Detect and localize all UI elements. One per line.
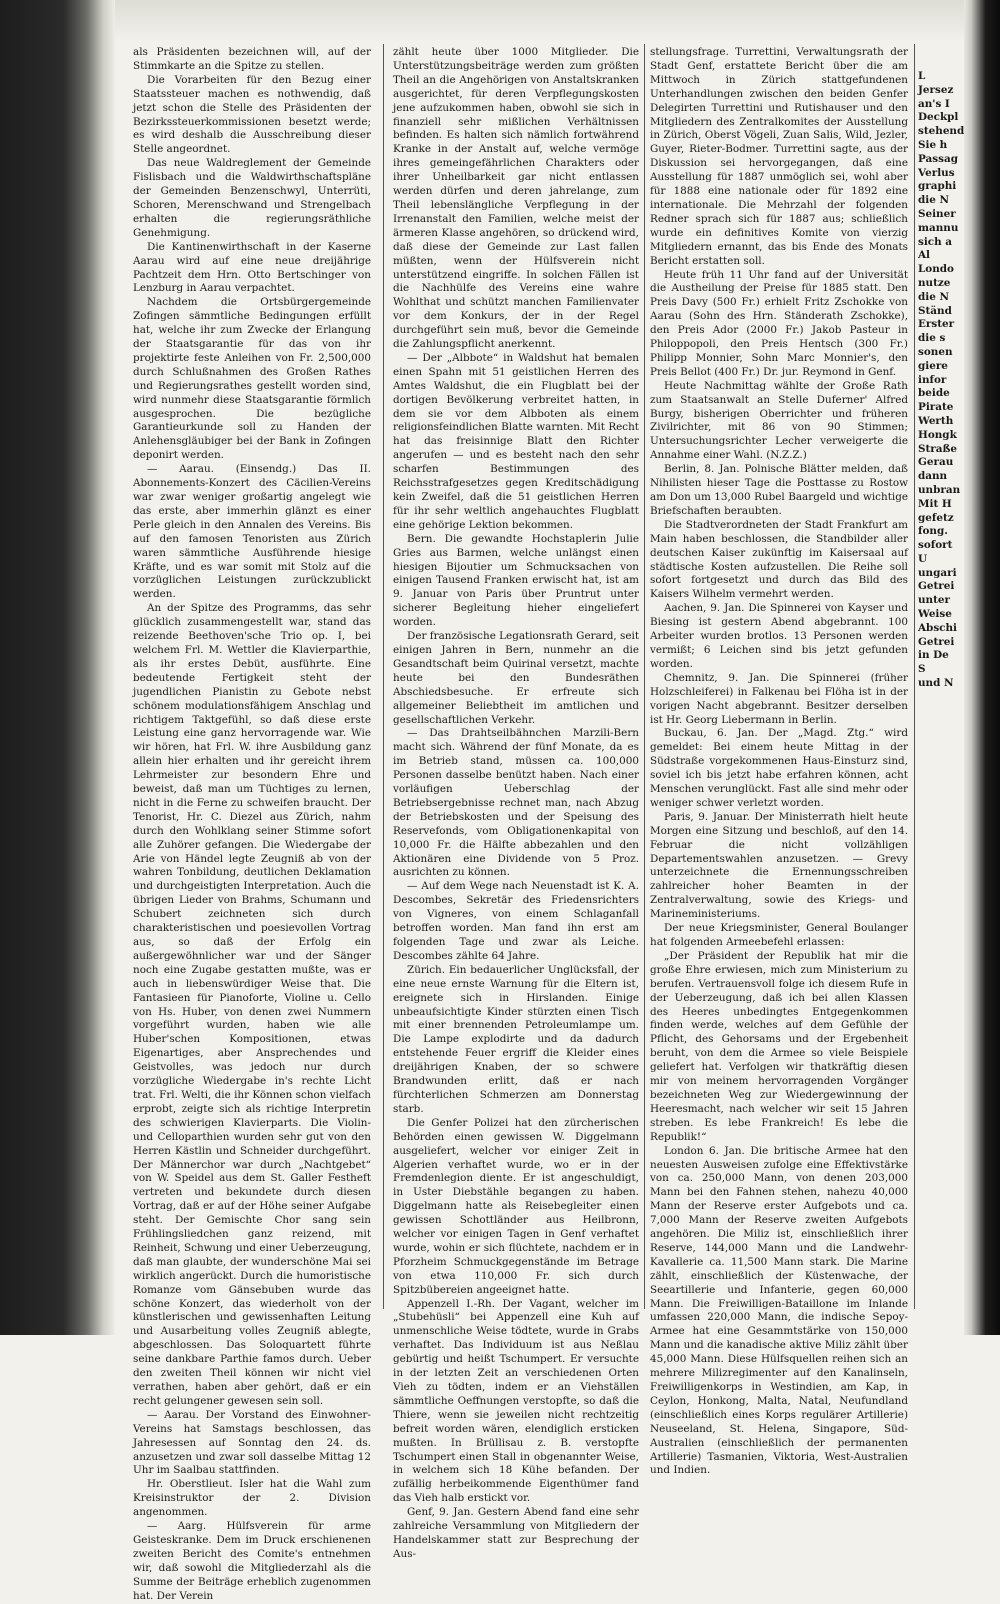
column-rule — [914, 44, 915, 1309]
article-paragraph: Die Stadtverordneten der Stadt Frankfurt am Main haben beschlossen, die Standbilder aller deutschen Kaiser zukünftig im Kaisersaal auf städtische Kosten aufzustellen. Die Reihe soll sofort fortgesetzt und durch das Bild des Kaisers Wilhelm vermehrt werden. — [650, 518, 908, 601]
fragment-line: die N — [918, 290, 949, 303]
fragment-line: infor — [918, 373, 947, 386]
fragment-line: Getrei — [918, 635, 955, 648]
fragment-line: mannu — [918, 221, 959, 234]
fragment-line: nutze — [918, 276, 951, 289]
fragment-line: Seiner — [918, 207, 956, 220]
fragment-line: sich a — [918, 235, 953, 248]
article-paragraph: — Aarau. Der Vorstand des Einwohner-Vereins hat Samstags beschlossen, das Jahresessen auf Sonntag den 24. ds. anzusetzen und zwar soll dasselbe Mittag 12 Uhr im Saalbau stattfinden. — [133, 1408, 371, 1477]
fragment-line: U — [918, 552, 928, 565]
fragment-line: unter — [918, 594, 950, 607]
article-paragraph: Die Genfer Polizei hat den zürcherischen Behörden einen gewissen W. Diggelmann ausgeliefert, welcher vor einiger Zeit in Algerien verhaftet wurde, wo er in der Fremdenlegion diente. Er ist angeschuldigt, in Uster Diebstähle begangen zu haben. Diggelmann hatte als Reisebegleiter einen gewissen Schottländer aus Heilbronn, welcher vor einigen Tagen in Genf verhaftet wurde, wohin er sich flüchtete, nachdem er in Pforzheim Schmuckgegenstände im Betrage von etwa 110,000 Fr. sich durch Spitzbübereien angeeignet hatte. — [393, 1116, 639, 1296]
article-paragraph: — Aarg. Hülfsverein für arme Geisteskranke. Dem im Druck erschienenen zweiten Bericht des Comite's entnehmen wir, daß sowohl die Mitgliederzahl als die Summe der Beiträge erheblich zugenommen hat. Der Verein — [133, 1520, 371, 1602]
article-paragraph: Heute Nachmittag wählte der Große Rath zum Staatsanwalt an Stelle Duferner' Alfred Burgy, bisherigen Oberrichter und früheren Zivilrichter, mit 86 von 90 Stimmen; Untersuchungsrichter Lecher verweigerte die Annahme einer Wahl. (N.Z.Z.) — [650, 379, 908, 462]
article-paragraph: Das neue Waldreglement der Gemeinde Fislisbach und die Waldwirthschaftspläne der Gemeinden Benzenschwyl, Unterrüti, Schoren, Merenschwand und Strengelbach erhalten die regierungsräthliche Genehmigung. — [133, 157, 371, 239]
fragment-line: Gerau — [918, 456, 954, 469]
fragment-line: beide — [918, 387, 950, 400]
fragment-line: Straße — [918, 442, 958, 455]
fragment-line: an's I — [918, 97, 950, 110]
article-paragraph: Genf, 9. Jan. Gestern Abend fand eine sehr zahlreiche Versammlung von Mitgliedern der Handelskammer statt zur Besprechung der Aus- — [393, 1506, 639, 1560]
newspaper-column-1 — [133, 46, 371, 1602]
article-paragraph: Aachen, 9. Jan. Die Spinnerei von Kayser und Biesing ist gestern Abend abgebrannt. 100 Arbeiter wurden brotlos. 13 Personen werden vermißt; 6 Leichen sind bis jetzt gefunden worden. — [650, 602, 908, 670]
article-paragraph: Paris, 9. Januar. Der Ministerrath hielt heute Morgen eine Sitzung und beschloß, auf den 14. Februar die nicht vollzähligen Departementswahlen anzusetzen. — Grevy unterzeichnete die Ernennungsschreiben zahlreicher hoher Beamten in der Zentralverwaltung, sowie des Kriegs- und Marineministeriums. — [650, 810, 908, 921]
article-paragraph: Chemnitz, 9. Jan. Die Spinnerei (früher Holzschleiferei) in Falkenau bei Flöha ist in der vorigen Nacht abgebrannt. Besitzer derselben ist Hr. Georg Liebermann in Berlin. — [650, 671, 908, 726]
fragment-line: die N — [918, 194, 949, 207]
article-paragraph: Hr. Oberstlieut. Isler hat die Wahl zum Kreisinstruktor der 2. Division angenommen. — [133, 1478, 371, 1519]
column-rule — [383, 44, 384, 1309]
fragment-line: unbran — [918, 483, 961, 496]
fragment-line: Erster — [918, 318, 955, 331]
fragment-line: dann — [918, 470, 948, 483]
article-paragraph: London 6. Jan. Die britische Armee hat den neuesten Ausweisen zufolge eine Effektivstärke von ca. 250,000 Mann, von denen 203,000 Mann bei den Fahnen stehen, nahezu 40,000 Mann der Reserve erster Aufgebots und ca. 7,000 Mann der Reserve zweiten Aufgebots angehören. Die Miliz ist, einschließlich ihrer Reserve, 144,000 Mann und die Landwehr-Kavallerie ca. 11,500 Mann stark. Die Marine zählt, einschließlich der Küstenwache, der Seeartillerie und Infanterie, gegen 60,000 Mann. Die Freiwilligen-Bataillone im Inlande umfassen 220,000 Mann, die indische Sepoy-Armee hat eine Gesammtstärke von 150,000 Mann und die kanadische aktive Miliz zählt über 45,000 Mann. Diese Hülfsquellen reihen sich an mehrere Milizregimenter auf den Kanalinseln, Freiwilligenkorps in Westindien, am Kap, in Ceylon, Honkong, Malta, Natal, Neufundland (einschließlich eines Korps regulärer Artillerie) Neuseeland, St. Helena, Singapore, Süd-Australien (einschließlich der permanenten Artillerie) Tasmanien, Viktoria, West-Australien und Indien. — [650, 1144, 908, 1477]
article-paragraph: Zürich. Ein bedauerlicher Unglücksfall, der eine neue ernste Warnung für die Eltern ist, ereignete sich in Hirslanden. Einige unbeaufsichtigte Kinder stürzten einen Tisch mit einer brennenden Petroleumlampe um. Die Lampe explodirte und da dadurch entstehende Feuer ergriff die Kleider eines dreijährigen Knaben, der so schwere Brandwunden erlitt, daß er nach fürchterlichen Schmerzen am Donnerstag starb. — [393, 963, 639, 1115]
fragment-line: S — [918, 663, 926, 676]
article-paragraph: — Auf dem Wege nach Neuenstadt ist K. A. Descombes, Sekretär des Friedensrichters von Vigneres, von einem Schlaganfall betroffen worden. Man fand ihn erst am folgenden Tage und zwar als Leiche. Descombes zählte 64 Jahre. — [393, 880, 639, 962]
article-paragraph: An der Spitze des Programms, das sehr glücklich zusammengestellt war, stand das reizende Beethoven'sche Trio op. I, bei welchem Frl. M. Wettler die Klavierparthie, als ihr erstes Debüt, ausführte. Eine bedeutende Fertigkeit steht der jugendlichen Pianistin zu Gebote nebst schönem modulationsfähigem Anschlag und richtigem Taktgefühl, so daß diese erste Leistung eine ganz hervorragende war. Wie wir hören, hat Frl. W. ihre Ausbildung ganz allein hier erhalten und ihr gereicht ihrem Lehrmeister zur besondern Ehre und beweist, daß man um Tüchtiges zu lernen, nicht in die Ferne zu schweifen braucht. Der Tenorist, Hr. C. Diezel aus Zürich, nahm durch den Wohlklang seiner Stimme sofort alle Zuhörer gefangen. Die Wiedergabe der Arie von Händel legte Zeugniß ab von der wahren Tonbildung, deutlichen Deklamation und durchgeistigten Interpretation. Auch die übrigen Lieder von Brahms, Schumann und Schubert zeichneten sich durch charakteristischen und poesievollen Vortrag aus, so daß der Erfolg ein außergewöhnlicher war und der Sänger noch eine Zugabe gestatten mußte, was er auch in liebenswürdiger Weise that. Die Fantasieen für Pianoforte, Violine u. Cello von Hs. Huber, von denen zwei Nummern vorgeführt wurden, haben wie alle Huber'schen Kompositionen, etwas Eigenartiges, aber Ansprechendes und Geistvolles, was jedoch nur durch vorzügliche Wiedergabe in's rechte Licht trat. Frl. Welti, die ihr Können schon vielfach erprobt, zeigte sich als richtige Interpretin des schwierigen Klavierparts. Die Violin- und Celloparthien wurden sehr gut von den Herren Kästlin und Schneider durchgeführt. Der Männerchor war durch „Nachtgebet“ von W. Speidel aus dem St. Galler Festheft vertreten und bekundete durch diesen Vortrag, daß er auf der Höhe seiner Aufgabe steht. Der Gemischte Chor sang sein Frühlingsliedchen ganz reizend, mit Reinheit, Schwung und einer Ueberzeugung, daß man glaubte, der wunderschöne Mai sei wirklich angerückt. Durch die humoristische Romanze vom Gänsebuben wurde das schöne Konzert, das wiederholt von der künstlerischen und gewissenhaften Leitung und Ausarbeitung volles Zeugniß ablegte, abgeschlossen. Das Soloquartett führte seine dankbare Parthie famos durch. Ueber den zweiten Theil können wir nicht viel verrathen, haben aber gehört, daß er ein recht gelungener gewesen sein soll. — [133, 602, 371, 1407]
fragment-line: Ständ — [918, 304, 952, 317]
article-paragraph: Nachdem die Ortsbürgergemeinde Zofingen sämmtliche Bedingungen erfüllt hat, welche ihr zum Zwecke der Erlangung der Staatsgarantie für das von ihr projektirte feste Anleihen von Fr. 2,500,000 durch Schlußnahmen des Großen Rathes und Regierungsrathes gestellt worden sind, wird nunmehr diese Staatsgarantie förmlich ausgesprochen. Die bezügliche Garantieurkunde soll zu Handen der Anlehensgläubiger bei der Bank in Zofingen deponirt werden. — [133, 296, 371, 462]
fragment-line: Londo — [918, 263, 954, 276]
newspaper-column-3 — [650, 46, 908, 1477]
adjacent-column-fragment — [918, 70, 964, 1335]
fragment-line: sofort — [918, 539, 953, 552]
article-paragraph: zählt heute über 1000 Mitglieder. Die Unterstützungsbeiträge werden zum größten Theil an die Angehörigen von Anstaltskranken ausgerichtet, für deren Verpflegungskosten jene aufzukommen haben, obwohl sie sich in finanziell sehr mißlichen Verhältnissen befinden. Es halten sich nämlich fortwährend Kranke in der Anstalt auf, welche vermöge ihres gemeingefährlichen Charakters oder ihrer Unheilbarkeit gar nicht entlassen werden dürfen und deren jahrelange, zum Theil lebenslängliche Verpflegung in der Irrenanstalt den Familien, welche meist der ärmeren Klasse angehören, so drückend wird, daß diese der Gemeinde zur Last fallen müßten, wenn der Hülfsverein nicht unterstützend eingriffe. In solchen Fällen ist die Nachhülfe des Vereins eine wahre Wohlthat und schützt manchen Familienvater vor dem Konkurs, der in der Regel durchgeführt sein muß, bevor die Gemeinde die Zahlungspflicht anerkennt. — [393, 46, 639, 351]
top-page-shade — [115, 0, 964, 42]
fragment-line: gefetz — [918, 511, 954, 524]
article-paragraph: Die Kantinenwirthschaft in der Kaserne Aarau wird auf eine neue dreijährige Pachtzeit dem Hrn. Otto Bertschinger von Lenzburg in Aarau verpachtet. — [133, 240, 371, 295]
article-paragraph: — Das Drahtseilbähnchen Marzili-Bern macht sich. Während der fünf Monate, da es im Betrieb stand, müssen ca. 100,000 Personen dasselbe benützt haben. Nach einer vorläufigen Ueberschlag der Betriebsergebnisse rechnet man, nach Abzug der Betriebskosten und der Speisung des Reservefonds, vom Obligationenkapital von 10,000 Fr. die Hälfte abbezahlen und den Aktionären eine Dividende von 5 Proz. ausrichten zu können. — [393, 727, 639, 879]
fragment-line: graphi — [918, 180, 957, 193]
article-paragraph: Berlin, 8. Jan. Polnische Blätter melden, daß Nihilisten hieser Tage die Posttasse zu Rostow am Don um 13,000 Rubel Baargeld und wichtige Briefschaften beraubten. — [650, 463, 908, 517]
fragment-line: Getrei — [918, 580, 955, 593]
article-paragraph: — Der „Albbote“ in Waldshut hat bemalen einen Spahn mit 51 geistlichen Herren des Amtes Waldshut, die ein Flugblatt bei der dortigen Bevölkerung verbreitet hatten, in dem sie vor dem Albboten als einem religionsfeindlichen Blatte warnten. Mit Recht hat das freisinnige Blatt den Richter angerufen — und es besteht nach den sehr scharfen Bestimmungen des Reichsstrafgesetzes gegen Kreditschädigung kein Zweifel, daß die 51 geistlichen Herren für ihr sehr weltlich angehauchtes Flugblatt eine gehörige Lektion bekommen. — [393, 351, 639, 531]
fragment-line: Abschi — [918, 621, 958, 634]
fragment-line: Verlus — [918, 166, 955, 179]
fragment-line: Hongk — [918, 428, 957, 441]
fragment-line: Jersez — [918, 83, 954, 96]
fragment-line: Mit H — [918, 497, 952, 510]
article-paragraph: Der französische Legationsrath Gerard, seit einigen Jahren in Bern, nunmehr an die Gesandtschaft beim Quirinal versetzt, machte heute bei den Bundesräthen Abschiedsbesuche. Er erfreute sich allgemeiner Beliebtheit im amtlichen und gesellschaftlichen Verkehr. — [393, 630, 639, 726]
fragment-line: Deckpl — [918, 111, 959, 124]
fragment-line: und N — [918, 677, 954, 690]
article-paragraph: stellungsfrage. Turrettini, Verwaltungsrath der Stadt Genf, erstattete Bericht über die am Mittwoch in Zürich stattgefundenen Unterhandlungen zwischen den beiden Genfer Delegirten Turrettini und Rutishauser und den Mitgliedern des Zentralkomites der Ausstellung in Zürich, Oberst Vögeli, Zuan Salis, Wild, Jezler, Guyer, Rieter-Bodmer. Turrettini sagte, aus der Diskussion sei hervorgegangen, daß eine Ausstellung für 1887 unmöglich sei, wohl aber für 1888 eine nationale oder für 1892 eine internationale. Die Mehrzahl der folgenden Redner sprach sich für 1887 aus; schließlich wurde ein definitives Komite von vierzig Mitgliedern ernannt, das bis Ende des Monats Bericht erstatten soll. — [650, 46, 908, 267]
fragment-line: in De — [918, 649, 949, 662]
fragment-line: ungari — [918, 566, 957, 579]
fragment-line: Al — [918, 249, 931, 262]
article-paragraph: „Der Präsident der Republik hat mir die große Ehre erwiesen, mich zum Ministerium zu berufen. Vertrauensvoll folge ich diesem Rufe in der Ueberzeugung, daß ich bei allen Klassen des Heeres unbedingtes Entgegenkommen finden werde, welches auf dem Gefühle der Pflicht, des Gehorsams und der Ergebenheit beruht, von dem die Armee so viele Beispiele geliefert hat. Verfolgen wir thatkräftig diesen mir von meinem hervorragenden Vorgänger bezeichneten Weg zur Wiedergewinnung der Heeresmacht, nach welcher wir seit 15 Jahren streben. Es lebe Frankreich! Es lebe die Republik!“ — [650, 949, 908, 1143]
fragment-line: Weise — [918, 608, 952, 621]
article-paragraph: Appenzell I.-Rh. Der Vagant, welcher im „Stubehüsli“ bei Appenzell eine Kuh auf unmenschliche Weise tödtete, wurde in Grabs verhaftet. Das Individuum ist aus Neßlau gebürtig und heißt Tschumpert. Er versuchte in der letzten Zeit an verschiedenen Orten Vieh zu tödten, indem er an Viehställen sämmtliche Oeffnungen verstopfte, so daß die Thiere, wenn sie jeweilen nicht rechtzeitig befreit worden wären, elendiglich ersticken mußten. In Brüllisau z. B. verstopfte Tschumpert einen Stall in obgenannter Weise, in welchem sich 18 Kühe befanden. Der zufällig herbeikommende Eigenthümer fand das Vieh halb erstickt vor. — [393, 1297, 639, 1505]
article-paragraph: als Präsidenten bezeichnen will, auf der Stimmkarte an die Spitze zu stellen. — [133, 46, 371, 72]
article-paragraph: Der neue Kriegsminister, General Boulanger hat folgenden Armeebefehl erlassen: — [650, 922, 908, 948]
article-paragraph: Bern. Die gewandte Hochstaplerin Julie Gries aus Barmen, welche unlängst einen hiesigen Bijoutier um Schmucksachen von einigen Tausend Franken erwischt hat, ist am 9. Januar von Paris über Pruntrut unter sicherer Begleitung hieher eingeliefert worden. — [393, 532, 639, 629]
fragment-line: stehend — [918, 125, 965, 138]
fragment-line: die s — [918, 332, 946, 345]
article-paragraph: Heute früh 11 Uhr fand auf der Universität die Austheilung der Preise für 1885 statt. Den Preis Davy (500 Fr.) erhielt Fritz Zschokke von Aarau (Sohn des Hrn. Ständerath Zschokke), den Preis Ador (2000 Fr.) Jakob Pasteur in Philoppopoli, den Preis Hentsch (300 Fr.) Philipp Monnier, Sohn Marc Monnier's, den Preis Bellot (400 Fr.) Dr. jur. Reymond in Genf. — [650, 268, 908, 378]
fragment-line: giere — [918, 359, 948, 372]
article-paragraph: Die Vorarbeiten für den Bezug einer Staatssteuer machen es nothwendig, daß jetzt schon die Stelle des Präsidenten der Bezirkssteuerkommissionen besetzt werde; es wird deshalb die Ausschreibung dieser Stelle angeordnet. — [133, 73, 371, 156]
article-paragraph: Buckau, 6. Jan. Der „Magd. Ztg.“ wird gemeldet: Bei einem heute Mittag in der Südstraße vorgekommenen Haus-Einsturz sind, soviel ich bis jetzt habe erfahren können, acht Menschen verunglückt. Fast alle sind mehr oder weniger schwer verletzt worden. — [650, 727, 908, 809]
left-page-edge — [0, 0, 115, 1335]
right-page-edge — [964, 0, 1000, 1335]
fragment-line: Pirate — [918, 401, 954, 414]
fragment-line: sonen — [918, 345, 953, 358]
fragment-line: fong. — [918, 525, 948, 538]
newspaper-column-2 — [393, 46, 639, 1560]
fragment-line: L — [918, 70, 926, 82]
column-rule — [644, 44, 645, 1309]
fragment-line: Sie h — [918, 138, 948, 151]
article-paragraph: — Aarau. (Einsendg.) Das II. Abonnements-Konzert des Cäcilien-Vereins war zwar weniger großartig angelegt wie das erste, aber immerhin glänzt es einer Perle gleich in den Annalen des Vereins. Bis auf den famosen Tenoristen aus Zürich waren sämmtliche Ausführende hiesige Kräfte, und es war somit mit Stolz auf die vorzüglichen Leistungen zurückzublickt werden. — [133, 463, 371, 601]
fragment-line: Werth — [918, 414, 954, 427]
fragment-line: Passag — [918, 152, 958, 165]
